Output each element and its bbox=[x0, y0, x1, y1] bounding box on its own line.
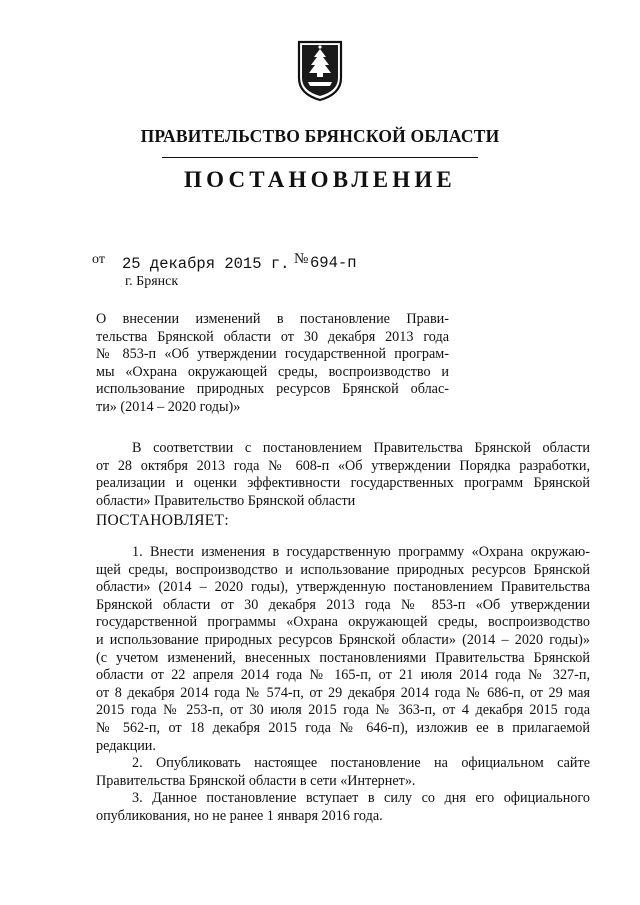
document-date: 25 декабря 2015 г. bbox=[122, 255, 290, 273]
subject-line: ти» (2014 – 2020 годы)» bbox=[96, 398, 241, 415]
subject-line: № 853-п «Об утверждении государственной програм- bbox=[96, 346, 449, 363]
item-line: Брянской области от 30 декабря 2013 года № 853-п «Об утверждении bbox=[96, 596, 590, 613]
preamble-line: реализации и оценки эффективности государственных программ Брянской bbox=[96, 475, 590, 492]
document-number: 694-п bbox=[310, 254, 357, 272]
document-subject bbox=[96, 311, 449, 417]
subject-line: тельства Брянской области от 30 декабря 2013 года bbox=[96, 328, 449, 345]
item-line: Правительства Брянской области в сети «Интернет». bbox=[96, 772, 416, 789]
item-line: № 562-п, от 18 декабря 2015 года № 646-п), изложив ее в прилагаемой bbox=[96, 719, 590, 736]
preamble bbox=[96, 440, 590, 510]
number-label: № bbox=[294, 251, 309, 267]
document-type-title: ПОСТАНОВЛЕНИЕ bbox=[184, 167, 456, 192]
decree-items bbox=[96, 544, 590, 826]
subject-line: использование природных ресурсов Брянской облас- bbox=[96, 381, 449, 398]
item-line: области от 22 апреля 2014 года № 165-п, от 21 июля 2014 года № 327-п, bbox=[96, 667, 590, 684]
date-prefix-label: от bbox=[92, 252, 105, 267]
item-line: и использование природных ресурсов Брянской области» (2014 – 2020 годы)» bbox=[96, 631, 590, 648]
item-line: 3. Данное постановление вступает в силу со дня его официального bbox=[132, 790, 590, 807]
item-line: области» (2014 – 2020 годы), утвержденную постановлением Правительства bbox=[96, 579, 590, 596]
subject-line: О внесении изменений в постановление Прави- bbox=[96, 311, 449, 327]
item-line: (с учетом изменений, внесенных постановлениями Правительства Брянской bbox=[96, 649, 590, 666]
city-label: г. Брянск bbox=[125, 274, 179, 289]
preamble-line: области» Правительство Брянской области bbox=[96, 492, 356, 509]
item-line: 2015 года № 253-п, от 30 июля 2015 года № 363-п, от 4 декабря 2015 года bbox=[96, 702, 590, 719]
item-line: от 8 декабря 2014 года № 574-п, от 29 декабря 2014 года № 686-п, от 29 мая bbox=[96, 684, 590, 701]
item-line: 1. Внести изменения в государственную программу «Охрана окружаю- bbox=[132, 544, 590, 560]
item-line: государственной программы «Охрана окружающей среды, воспроизводство bbox=[96, 614, 590, 631]
item-line: опубликования, но не ранее 1 января 2016 года. bbox=[96, 807, 383, 824]
item-line: щей среды, воспроизводство и использование природных ресурсов Брянской bbox=[96, 561, 590, 578]
preamble-line: от 28 октября 2013 года № 608-п «Об утверждении Порядка разработки, bbox=[96, 457, 590, 474]
bryansk-coat-of-arms-icon bbox=[295, 38, 345, 102]
item-line: 2. Опубликовать настоящее постановление на официальном сайте bbox=[132, 755, 590, 772]
decree-word: ПОСТАНОВЛЯЕТ: bbox=[96, 512, 229, 529]
preamble-line: В соответствии с постановлением Правительства Брянской области bbox=[132, 440, 590, 456]
header-divider bbox=[162, 157, 478, 158]
subject-line: мы «Охрана окружающей среды, воспроизводство и bbox=[96, 363, 449, 380]
item-line: редакции. bbox=[96, 737, 156, 754]
organization-name: ПРАВИТЕЛЬСТВО БРЯНСКОЙ ОБЛАСТИ bbox=[140, 126, 500, 146]
